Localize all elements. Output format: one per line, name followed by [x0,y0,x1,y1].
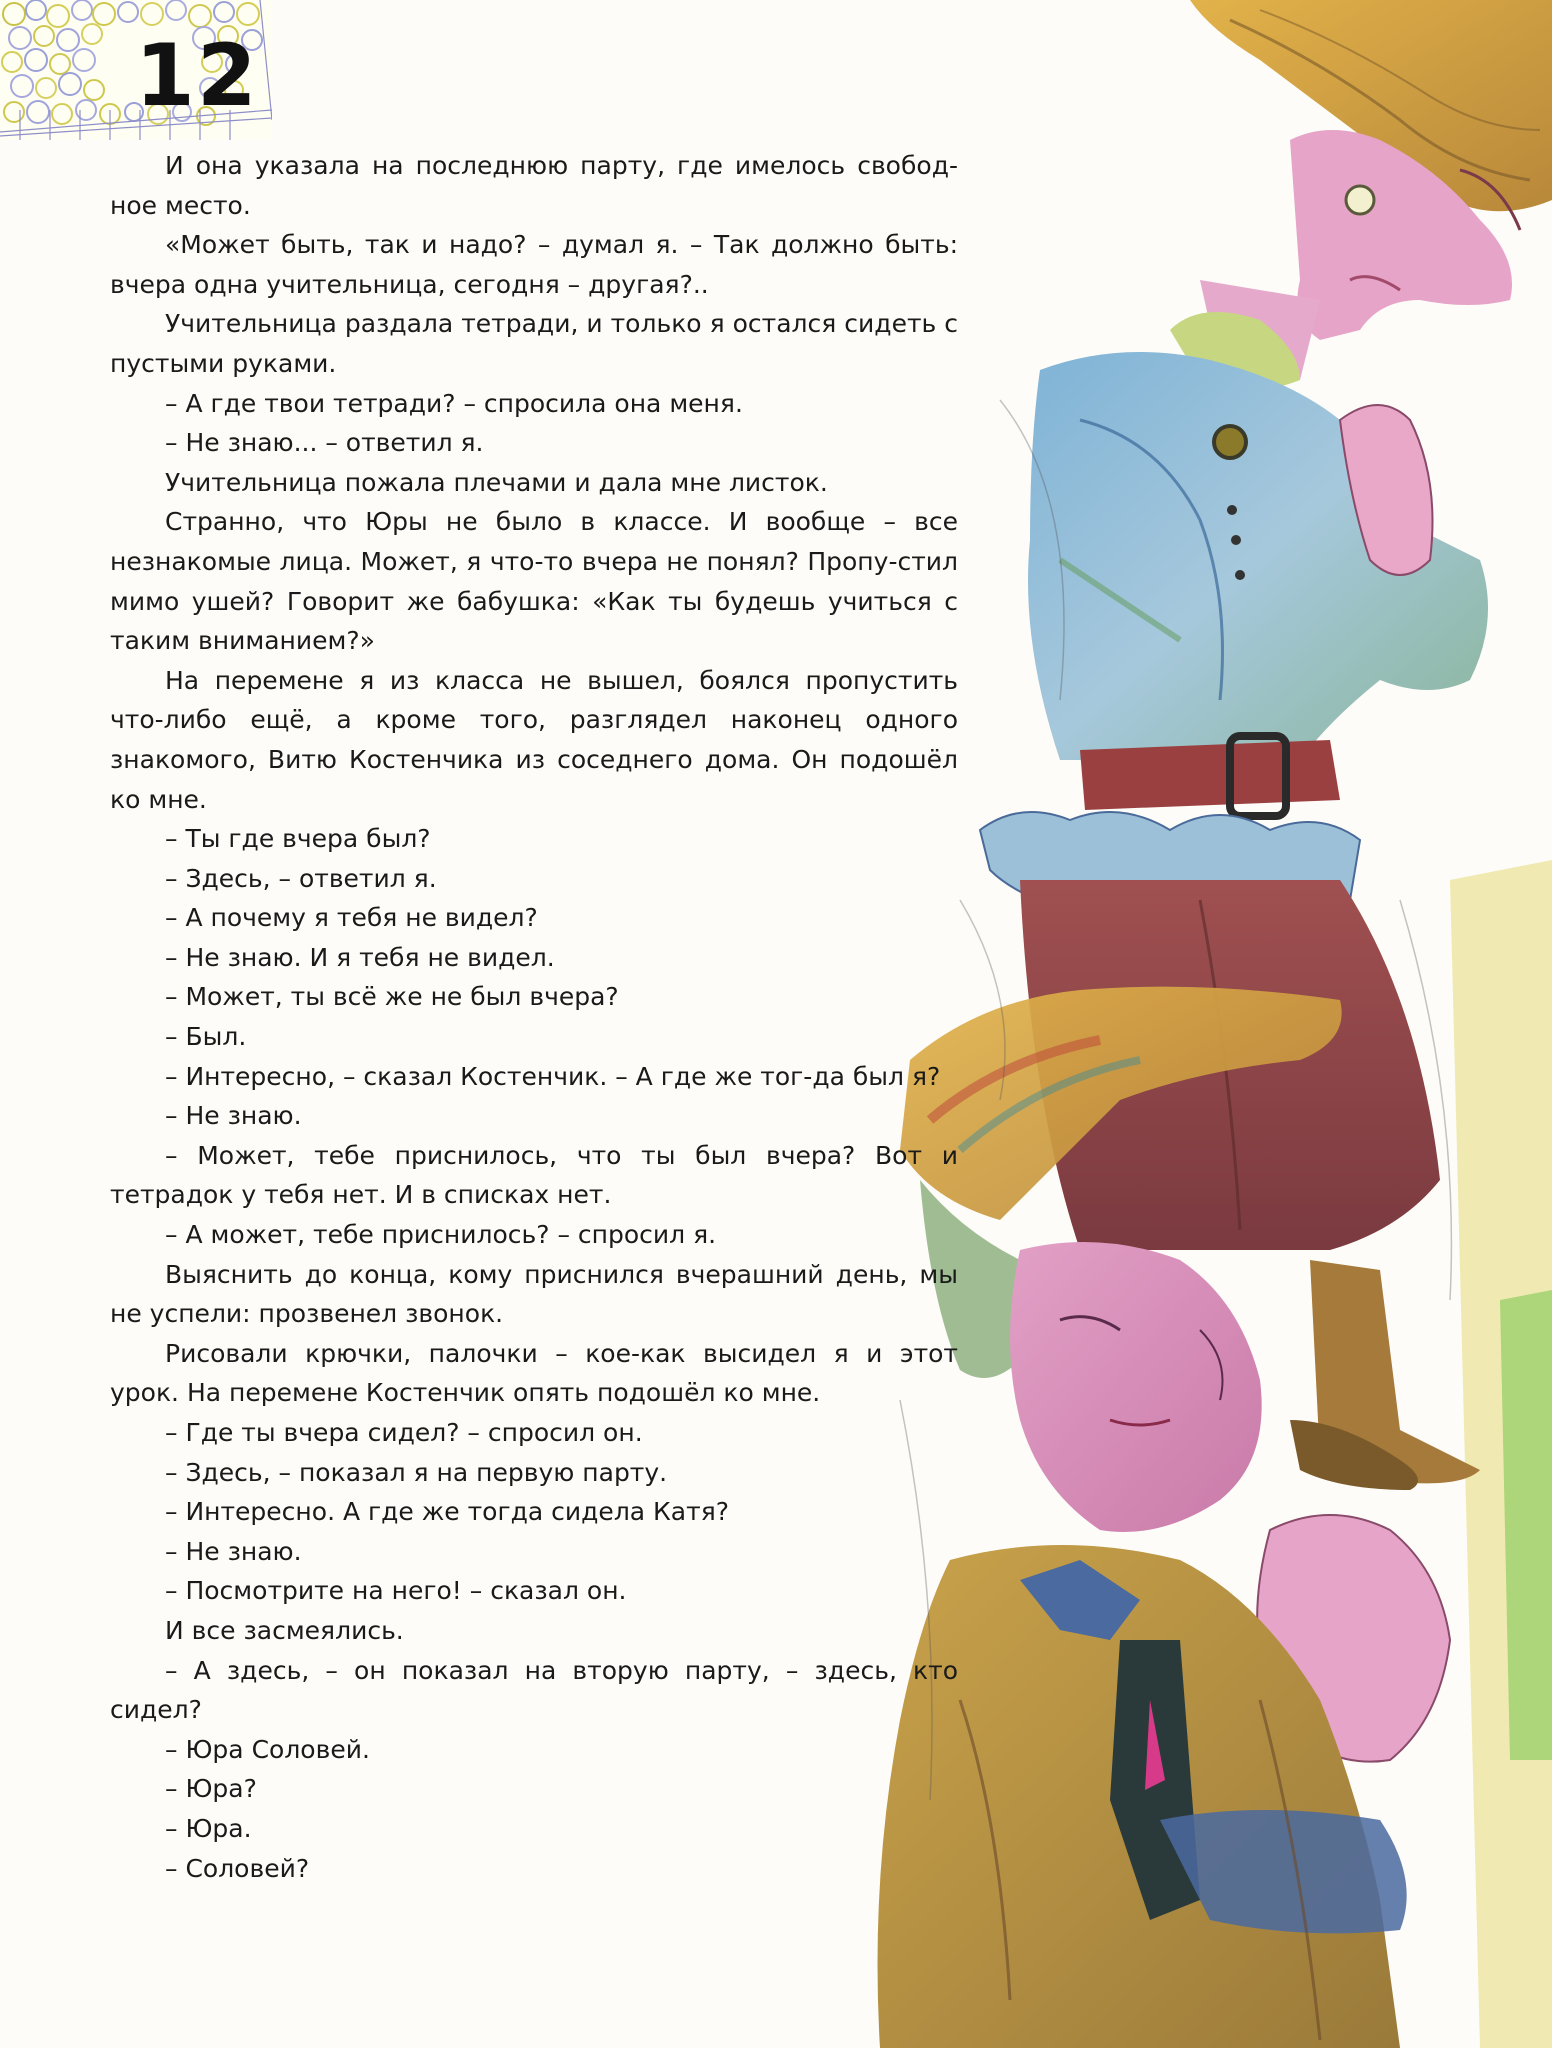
dialogue-line: – Соловей? [165,1853,310,1883]
dialogue-line: – Где ты вчера сидел? – спросил он. [165,1418,643,1447]
dialogue-line: – А почему я тебя не видел? [165,903,538,933]
story-text [110,146,958,1888]
dialogue-line: – Здесь, – показал я на первую парту. [165,1457,668,1487]
paragraph: И все засмеялись. [165,1615,404,1645]
paragraph: Учительница раздала тетради, и только я остался сидеть с пустыми руками. [110,309,958,378]
paragraph: Рисовали крючки, палочки – кое-как высидел я и этот урок. На перемене Костенчик опять подошёл ко мне. [110,1338,958,1408]
paragraph: Выяснить до конца, кому приснился вчерашний день, мы не успели: прозвенел звонок. [110,1259,958,1329]
dialogue-line: – А где твои тетради? – спросила она меня. [165,388,743,418]
dialogue-line: – Не знаю. [165,1101,302,1131]
dialogue-line: – А здесь, – он показал на вторую парту, – здесь, кто сидел? [110,1655,958,1725]
boy-face [1010,1242,1262,1532]
dialogue-line: – Юра. [165,1813,252,1843]
dialogue-line: – Не знаю. И я тебя не видел. [165,942,555,972]
dialogue-line: – Здесь, – ответил я. [165,863,437,893]
dialogue-line: – Может, ты всё же не был вчера? [165,982,619,1012]
dialogue-line: – Ты где вчера был? [165,824,431,854]
page-number: 12 [135,26,259,126]
dialogue-line: – Посмотрите на него! – сказал он. [165,1576,627,1606]
dialogue-line: – Интересно. А где же тогда сидела Катя? [165,1497,730,1527]
paragraph: Странно, что Юры не было в классе. И вообще – все незнакомые лица. Может, я что-то вчера не понял? Пропу-стил мимо ушей? Говорит же бабушка: «Как ты будешь учиться с таким вниманием?» [110,507,958,656]
dialogue-line: – Был. [165,1022,247,1052]
dialogue-line: – Не знаю... – ответил я. [165,428,484,458]
dialogue-line: – А может, тебе приснилось? – спросил я. [165,1220,717,1250]
dialogue-line: – Юра? [165,1774,257,1804]
paragraph: На перемене я из класса не вышел, боялся пропустить что-либо ещё, а кроме того, разглядел наконец одного знакомого, Витю Костенчика из соседнего дома. Он подошёл ко мне. [110,665,958,814]
paragraph: «Может быть, так и надо? – думал я. – Так должно быть: вчера одна учительница, сегодня – другая?.. [110,230,958,299]
dialogue-line: – Может, тебе приснилось, что ты был вчера? Вот и тетрадок у тебя нет. И в списках нет. [110,1140,958,1210]
paragraph: И она указала на последнюю парту, где имелось свобод-ное место. [110,151,958,220]
dialogue-line: – Интересно, – сказал Костенчик. – А где же тог-да был я? [165,1061,941,1091]
dialogue-line: – Юра Соловей. [165,1734,370,1764]
paragraph: Учительница пожала плечами и дала мне листок. [165,467,828,497]
dialogue-line: – Не знаю. [165,1536,302,1566]
